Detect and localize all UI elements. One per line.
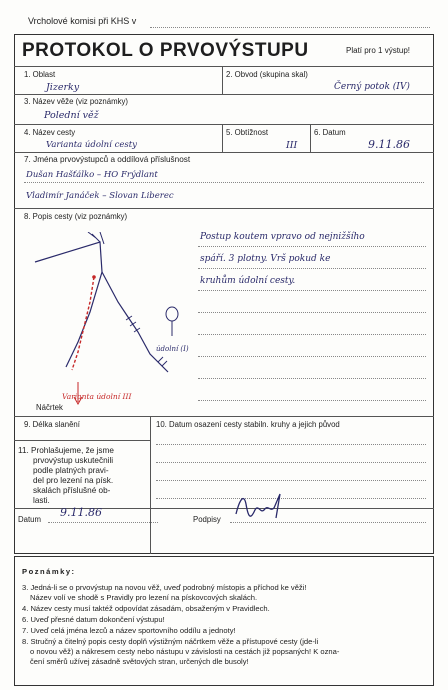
note-6: 6. Uveď přesné datum dokončení výstupu! — [22, 615, 165, 624]
prohlaseni-line-4: del pro lezení na písk. — [33, 476, 114, 485]
divider — [14, 152, 434, 153]
prohlaseni-line-1: 11. Prohlašujeme, že jsme — [18, 446, 114, 455]
divider — [310, 124, 311, 152]
climber-2: Vladimír Janáček – Slovan Liberec — [26, 191, 174, 201]
popis-label: 8. Popis cesty (viz poznámky) — [24, 212, 128, 221]
commission-dotted-line — [150, 27, 430, 28]
dotted-line — [198, 246, 426, 247]
dotted-line — [198, 312, 426, 313]
commission-header: Vrcholové komisi při KHS v — [28, 16, 137, 26]
sketch-note-route: Varianta údolní III — [62, 392, 132, 401]
note-8: 8. Stručný a čitelný popis cesty doplň výstižným náčrtkem věže a přístupové cesty (jde-li — [22, 637, 319, 646]
obtiznost-label: 5. Obtížnost — [226, 128, 269, 137]
note-8b: o novou věž) a nákresem cesty nebo nástupu v závislosti na cestách již popsaných! K ozna- — [30, 647, 340, 656]
datum-label: 6. Datum — [314, 128, 346, 137]
dotted-line — [198, 378, 426, 379]
dotted-line — [156, 462, 426, 463]
cesta-value: Varianta údolní cesty — [46, 140, 137, 150]
note-8c: čení směrů užívej zásadně světových stran, určených dle busoly! — [30, 657, 249, 666]
signature-image — [230, 490, 290, 526]
dotted-line — [198, 268, 426, 269]
dotted-line — [198, 400, 426, 401]
prohlaseni-line-3: podle platných pravi- — [33, 466, 109, 475]
dotted-line — [198, 290, 426, 291]
tower-outline-left — [35, 242, 102, 367]
popis-line-1: Postup koutem vpravo od nejnižšího — [200, 232, 365, 242]
tower-outline-right — [102, 272, 168, 372]
divider — [14, 416, 434, 417]
notes-heading: Poznámky: — [22, 567, 76, 576]
divider — [14, 66, 434, 67]
obvod-value: Černý potok (IV) — [334, 82, 410, 92]
dotted-line — [198, 356, 426, 357]
datum2-label: Datum — [18, 515, 41, 524]
sketch-note-ridge: údolní (I) — [156, 345, 189, 353]
divider — [14, 94, 434, 95]
divider — [14, 124, 434, 125]
dotted-line — [156, 444, 426, 445]
datum2-value: 9.11.86 — [60, 506, 102, 519]
hatching — [158, 357, 167, 366]
datum-value: 9.11.86 — [368, 138, 410, 151]
vez-value: Polední věž — [44, 110, 99, 121]
prohlaseni-line-6: lasti. — [33, 496, 50, 505]
osazeni-label: 10. Datum osazení cesty stabiln. kruhy a jejich původ — [156, 420, 340, 429]
divider — [150, 416, 151, 554]
climber-1: Dušan Hašťálko – HO Frýdlant — [26, 170, 158, 180]
divider — [222, 66, 223, 94]
dotted-line — [156, 480, 426, 481]
divider — [222, 124, 223, 152]
hatching — [126, 316, 140, 332]
vez-label: 3. Název věže (viz poznámky) — [24, 97, 128, 106]
hatching — [88, 232, 104, 244]
page-title: PROTOKOL O PRVOVÝSTUPU — [22, 40, 309, 61]
tree-icon — [166, 307, 178, 321]
dotted-line — [156, 498, 426, 499]
route-line — [72, 277, 94, 370]
slaneni-label: 9. Délka slanění — [24, 420, 80, 429]
prohlaseni-line-2: prvovýstup uskutečnili — [33, 456, 114, 465]
note-3: 3. Jedná-li se o prvovýstup na novou věž, uveď podrobný místopis a příchod ke věži! — [22, 583, 307, 592]
sketch-label: Náčrtek — [36, 403, 63, 412]
route-top-marker — [92, 275, 96, 279]
obvod-label: 2. Obvod (skupina skal) — [226, 70, 308, 79]
oblast-value: Jizerky — [46, 82, 80, 93]
note-4: 4. Název cesty musí taktéž odpovídat zásadám, obsaženým v Pravidlech. — [22, 604, 270, 613]
cesta-label: 4. Název cesty — [24, 128, 76, 137]
dotted-line — [24, 182, 424, 183]
route-sketch — [30, 232, 200, 412]
divider — [14, 208, 434, 209]
dotted-line — [198, 334, 426, 335]
popis-line-3: kruhům údolní cesty. — [200, 276, 296, 286]
signature-stroke — [236, 494, 280, 518]
divider — [14, 440, 150, 441]
dotted-line — [230, 522, 426, 523]
dotted-line — [48, 522, 158, 523]
oblast-label: 1. Oblast — [24, 70, 56, 79]
prohlaseni-line-5: skalách příslušné ob- — [33, 486, 111, 495]
jmena-label: 7. Jména prvovýstupců a oddílová příslušnost — [24, 155, 191, 164]
valid-note: Platí pro 1 výstup! — [346, 46, 411, 55]
obtiznost-value: III — [286, 140, 298, 151]
note-7: 7. Uveď celá jména lezců a název sportovního oddílu a jednoty! — [22, 626, 236, 635]
podpisy-label: Podpisy — [193, 515, 221, 524]
popis-line-2: spáří. 3 plotny. Vrš pokud ke — [200, 254, 331, 264]
note-3b: Název volí ve shodě s Pravidly pro lezení na pískovcových skalách. — [30, 593, 258, 602]
